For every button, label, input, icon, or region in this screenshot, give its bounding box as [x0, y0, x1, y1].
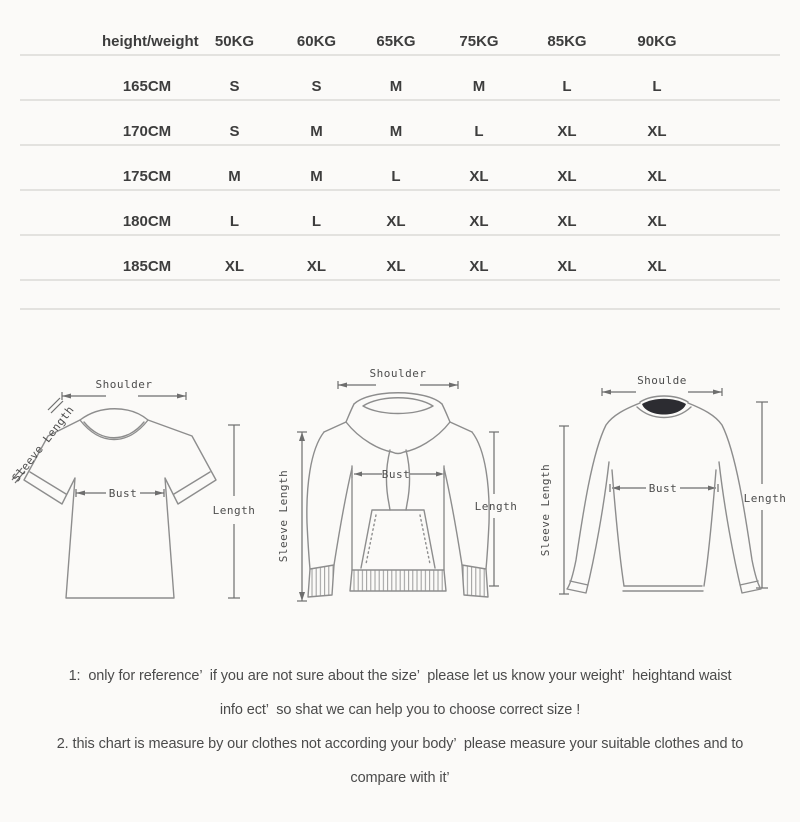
size-cell: M — [389, 78, 403, 95]
column-header-60kg: 60KG — [296, 33, 337, 50]
table-header-row — [20, 26, 780, 56]
row-header: 180CM — [122, 213, 172, 230]
longsleeve-length-label: Length — [743, 492, 787, 505]
table-row-175cm — [20, 146, 780, 191]
size-cell: XL — [647, 258, 667, 275]
tshirt-bust-label: Bust — [108, 487, 138, 500]
hoodie-outline — [307, 393, 489, 597]
garment-diagrams — [2, 358, 798, 650]
hoodie-hood-opening — [363, 398, 433, 414]
column-header-height-weight: height/weight — [102, 33, 199, 50]
longsleeve-hem — [623, 586, 703, 591]
column-header-85kg: 85KG — [547, 33, 587, 50]
longsleeve-diagram — [534, 358, 798, 650]
size-cell: L — [391, 168, 401, 185]
note-2-line-1: 2. this chart is measure by our clothes not according your body’ please measure your suitable clothes and to — [56, 736, 744, 752]
table-row-180cm — [20, 191, 780, 236]
longsleeve-left-side — [567, 403, 640, 593]
longsleeve-sleeve-length-label: Sleeve Length — [539, 463, 552, 557]
column-header-50kg: 50KG — [214, 33, 255, 50]
size-cell: L — [474, 123, 484, 140]
size-cell: M — [389, 123, 403, 140]
hoodie-right-cuff — [462, 565, 488, 597]
size-cell: L — [562, 78, 572, 95]
row-header: 170CM — [122, 123, 172, 140]
longsleeve-collar-fill — [642, 399, 686, 415]
table-spacer-row — [20, 281, 780, 310]
table-row-185cm — [20, 236, 780, 281]
hoodie-shoulders — [324, 422, 472, 432]
note-1-line-2: info ect’ so shat we can help you to choose correct size ! — [219, 702, 581, 718]
size-cell: S — [229, 78, 240, 95]
hoodie-diagram — [268, 358, 532, 650]
column-header-75kg: 75KG — [459, 33, 499, 50]
tshirt-left-cuff-seam — [30, 472, 66, 494]
size-cell: XL — [647, 168, 667, 185]
hoodie-left-sleeve — [307, 432, 352, 569]
hoodie-pocket — [361, 510, 435, 568]
size-cell: XL — [386, 213, 406, 230]
longsleeve-cuff-seams — [570, 581, 758, 585]
table-row-170cm — [20, 101, 780, 146]
longsleeve-shoulder-label: Shoulde — [637, 374, 687, 387]
tshirt-length-label: Length — [212, 504, 256, 517]
column-header-90kg: 90KG — [637, 33, 677, 50]
size-cell: S — [311, 78, 322, 95]
size-cell: XL — [386, 258, 406, 275]
size-table — [20, 0, 780, 310]
hoodie-bust-label: Bust — [381, 468, 411, 481]
hoodie-labels — [277, 367, 517, 562]
hoodie-pocket-stitching — [366, 515, 430, 564]
size-cell: XL — [469, 213, 489, 230]
size-cell: L — [229, 213, 240, 230]
hoodie-hem-band — [350, 570, 446, 591]
tshirt-collar — [80, 420, 148, 440]
hoodie-body-seams — [352, 466, 444, 570]
note-2-line-2: compare with it’ — [350, 770, 450, 786]
size-cell: XL — [557, 258, 577, 275]
tshirt-collar-rib — [84, 422, 144, 438]
size-cell: M — [310, 123, 323, 140]
column-header-65kg: 65KG — [376, 33, 416, 50]
size-cell: XL — [469, 258, 489, 275]
size-cell: XL — [224, 258, 245, 275]
tshirt-shoulder-label: Shoulder — [95, 378, 153, 391]
size-notes — [0, 668, 800, 787]
size-cell: M — [228, 168, 241, 185]
size-cell: XL — [557, 168, 577, 185]
tshirt-sleeve-length-label: Sleeve Length — [9, 403, 77, 485]
hoodie-hood-drape — [346, 422, 450, 454]
size-cell: XL — [647, 213, 667, 230]
size-cell: XL — [306, 258, 327, 275]
size-cell: XL — [557, 123, 577, 140]
size-cell: L — [311, 213, 322, 230]
longsleeve-bust-label: Bust — [648, 482, 678, 495]
hoodie-left-cuff — [308, 565, 334, 597]
size-cell: XL — [557, 213, 577, 230]
row-header: 165CM — [122, 78, 172, 95]
tshirt-right-cuff-seam — [174, 472, 210, 494]
size-cell: XL — [647, 123, 667, 140]
size-cell: S — [229, 123, 240, 140]
note-1-line-1: 1: only for reference’ if you are not sure about the size’ please let us know your weight’ heightand waist — [68, 668, 732, 684]
hoodie-shoulder-label: Shoulder — [369, 367, 427, 380]
size-cell: XL — [469, 168, 489, 185]
hoodie-sleeve-length-label: Sleeve Length — [277, 469, 290, 563]
tshirt-diagram — [2, 358, 266, 650]
table-row-165cm — [20, 56, 780, 101]
hoodie-length-label: Length — [474, 500, 518, 513]
tshirt-labels — [10, 378, 256, 517]
row-header: 175CM — [122, 168, 172, 185]
size-cell: M — [472, 78, 486, 95]
row-header: 185CM — [122, 258, 172, 275]
size-cell: L — [652, 78, 662, 95]
size-cell: M — [310, 168, 323, 185]
